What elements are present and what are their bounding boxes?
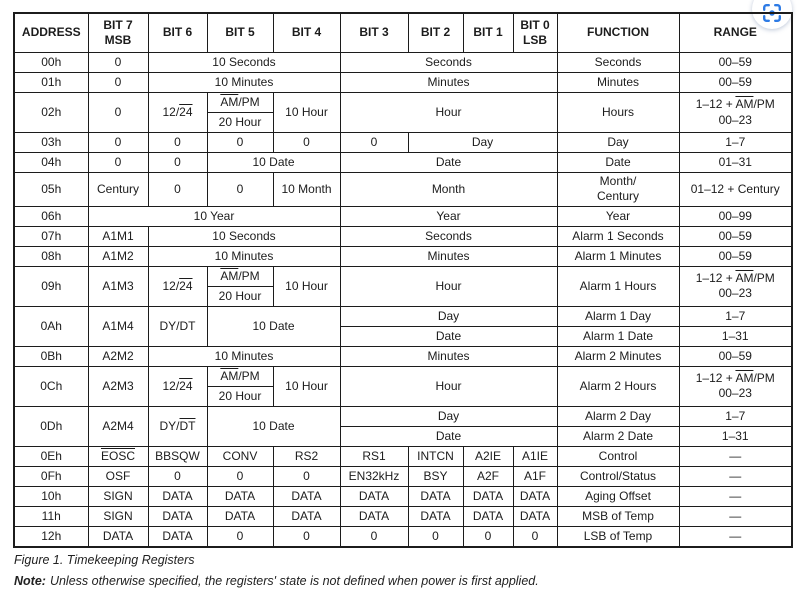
register-cell: A1M1 bbox=[88, 226, 148, 246]
register-cell: 10h bbox=[14, 486, 88, 506]
register-cell: $\overline{AM}/PM$ bbox=[207, 266, 273, 286]
register-cell: 0 bbox=[340, 526, 408, 547]
timekeeping-registers-table bbox=[13, 12, 793, 548]
register-cell: 0 bbox=[88, 53, 148, 73]
register-cell: $\overline{AM}/PM$ bbox=[207, 93, 273, 113]
column-header-range: RANGE bbox=[679, 13, 792, 53]
register-cell: Control bbox=[557, 446, 679, 466]
register-cell: 0Eh bbox=[14, 446, 88, 466]
register-cell: 01h bbox=[14, 73, 88, 93]
register-cell: 00–59 bbox=[679, 346, 792, 366]
figure-caption: Figure 1. Timekeeping Registers bbox=[14, 553, 195, 567]
register-cell: Hour bbox=[340, 93, 557, 133]
table-row bbox=[14, 93, 792, 113]
register-cell: OSF bbox=[88, 466, 148, 486]
register-cell: 0 bbox=[340, 133, 408, 153]
register-cell: A1M4 bbox=[88, 306, 148, 346]
register-cell: DATA bbox=[148, 506, 207, 526]
register-cell: DATA bbox=[340, 506, 408, 526]
register-cell: 06h bbox=[14, 206, 88, 226]
register-cell: Day bbox=[557, 133, 679, 153]
register-cell: 1–31 bbox=[679, 326, 792, 346]
register-cell: 0Fh bbox=[14, 466, 88, 486]
register-cell: Seconds bbox=[340, 53, 557, 73]
register-cell: Date bbox=[340, 153, 557, 173]
register-cell: Date bbox=[340, 426, 557, 446]
register-cell: 09h bbox=[14, 266, 88, 306]
register-cell: Day bbox=[340, 406, 557, 426]
register-cell: 0 bbox=[207, 466, 273, 486]
register-cell: DATA bbox=[463, 486, 513, 506]
register-cell: Aging Offset bbox=[557, 486, 679, 506]
table-row bbox=[14, 346, 792, 366]
column-header-bit-4: BIT 4 bbox=[273, 13, 340, 53]
register-cell: 12h bbox=[14, 526, 88, 547]
column-header-bit-6: BIT 6 bbox=[148, 13, 207, 53]
register-cell: 01–31 bbox=[679, 153, 792, 173]
register-cell: 10 Minutes bbox=[148, 73, 340, 93]
register-cell: 1–31 bbox=[679, 426, 792, 446]
footnote bbox=[14, 574, 539, 588]
table-row bbox=[14, 53, 792, 73]
register-cell: 20 Hour bbox=[207, 113, 273, 133]
register-cell: Control/Status bbox=[557, 466, 679, 486]
register-cell: MSB of Temp bbox=[557, 506, 679, 526]
register-cell: 0 bbox=[88, 133, 148, 153]
register-cell: 1–7 bbox=[679, 306, 792, 326]
register-cell: 00–59 bbox=[679, 53, 792, 73]
register-cell: CONV bbox=[207, 446, 273, 466]
table-row bbox=[14, 506, 792, 526]
register-cell: 0 bbox=[207, 173, 273, 207]
register-cell: 03h bbox=[14, 133, 88, 153]
register-cell: 0 bbox=[148, 173, 207, 207]
register-cell: A1F bbox=[513, 466, 557, 486]
register-cell: EOSC bbox=[88, 446, 148, 466]
register-cell: $1-12 + \overline{AM}/PM$ 00–23 bbox=[679, 266, 792, 306]
register-cell: Alarm 1 Seconds bbox=[557, 226, 679, 246]
register-cell: A2M2 bbox=[88, 346, 148, 366]
register-cell: 20 Hour bbox=[207, 386, 273, 406]
column-header-bit-5: BIT 5 bbox=[207, 13, 273, 53]
register-cell: DATA bbox=[408, 486, 463, 506]
register-cell: RS2 bbox=[273, 446, 340, 466]
register-cell: DATA bbox=[340, 486, 408, 506]
column-header-bit-0-lsb: BIT 0 LSB bbox=[513, 13, 557, 53]
table-row bbox=[14, 406, 792, 426]
column-header-bit-7-msb: BIT 7 MSB bbox=[88, 13, 148, 53]
register-cell: 11h bbox=[14, 506, 88, 526]
register-cell: Alarm 1 Hours bbox=[557, 266, 679, 306]
register-cell: 0 bbox=[408, 526, 463, 547]
register-cell: 20 Hour bbox=[207, 286, 273, 306]
register-cell: 0 bbox=[148, 133, 207, 153]
register-cell: Minutes bbox=[340, 346, 557, 366]
register-cell: RS1 bbox=[340, 446, 408, 466]
register-cell: Alarm 1 Minutes bbox=[557, 246, 679, 266]
register-cell: 10 Date bbox=[207, 406, 340, 446]
register-cell: 02h bbox=[14, 93, 88, 133]
register-cell: Seconds bbox=[557, 53, 679, 73]
register-cell: 12/24 bbox=[148, 366, 207, 406]
register-cell: 0 bbox=[148, 153, 207, 173]
register-cell: 1–7 bbox=[679, 406, 792, 426]
register-cell: 01–12 + Century bbox=[679, 173, 792, 207]
register-cell: 00–59 bbox=[679, 226, 792, 246]
register-cell: 0Ch bbox=[14, 366, 88, 406]
table-row bbox=[14, 526, 792, 547]
register-cell: Century bbox=[88, 173, 148, 207]
table-body bbox=[14, 53, 792, 547]
register-cell: 0 bbox=[463, 526, 513, 547]
table-row bbox=[14, 306, 792, 326]
register-cell: BSY bbox=[408, 466, 463, 486]
register-cell: Minutes bbox=[340, 246, 557, 266]
column-header-bit-1: BIT 1 bbox=[463, 13, 513, 53]
register-cell: 10 Hour bbox=[273, 366, 340, 406]
register-cell: Alarm 2 Hours bbox=[557, 366, 679, 406]
register-cell: 0 bbox=[88, 73, 148, 93]
table-row bbox=[14, 73, 792, 93]
register-cell: DATA bbox=[207, 486, 273, 506]
register-cell: DATA bbox=[513, 506, 557, 526]
register-cell: A1M2 bbox=[88, 246, 148, 266]
register-cell: — bbox=[679, 466, 792, 486]
register-cell: Month bbox=[340, 173, 557, 207]
table-row bbox=[14, 466, 792, 486]
table-row bbox=[14, 153, 792, 173]
register-cell: DATA bbox=[463, 506, 513, 526]
register-cell: — bbox=[679, 506, 792, 526]
register-cell: 08h bbox=[14, 246, 88, 266]
register-cell: DATA bbox=[273, 486, 340, 506]
register-cell: Minutes bbox=[557, 73, 679, 93]
register-cell: A2IE bbox=[463, 446, 513, 466]
register-cell: Seconds bbox=[340, 226, 557, 246]
column-header-bit-2: BIT 2 bbox=[408, 13, 463, 53]
table-row bbox=[14, 366, 792, 386]
footnote-label: Note: bbox=[14, 574, 46, 588]
register-cell: 04h bbox=[14, 153, 88, 173]
register-cell: A2F bbox=[463, 466, 513, 486]
register-cell: EN32kHz bbox=[340, 466, 408, 486]
register-cell: $DY/\overline{DT}$ bbox=[148, 406, 207, 446]
register-cell: SIGN bbox=[88, 506, 148, 526]
register-cell: — bbox=[679, 526, 792, 547]
register-cell: 0 bbox=[273, 526, 340, 547]
column-header-function: FUNCTION bbox=[557, 13, 679, 53]
register-cell: 05h bbox=[14, 173, 88, 207]
register-cell: DY/DT bbox=[148, 306, 207, 346]
register-cell: — bbox=[679, 446, 792, 466]
table-row bbox=[14, 226, 792, 246]
register-cell: 10 Date bbox=[207, 153, 340, 173]
column-header-address: ADDRESS bbox=[14, 13, 88, 53]
register-cell: 10 Hour bbox=[273, 93, 340, 133]
table-row bbox=[14, 266, 792, 286]
register-cell: SIGN bbox=[88, 486, 148, 506]
register-cell: 10 Minutes bbox=[148, 246, 340, 266]
register-cell: A2M3 bbox=[88, 366, 148, 406]
register-cell: 0 bbox=[88, 93, 148, 133]
register-cell: DATA bbox=[273, 506, 340, 526]
register-cell: Year bbox=[340, 206, 557, 226]
register-cell: DATA bbox=[148, 526, 207, 547]
register-cell: BBSQW bbox=[148, 446, 207, 466]
register-cell: 10 Seconds bbox=[148, 53, 340, 73]
register-cell: 00–59 bbox=[679, 246, 792, 266]
register-cell: 12/24 bbox=[148, 93, 207, 133]
register-cell: 0 bbox=[88, 153, 148, 173]
register-cell: Day bbox=[408, 133, 557, 153]
register-cell: 1–7 bbox=[679, 133, 792, 153]
register-cell: 10 Date bbox=[207, 306, 340, 346]
table-row bbox=[14, 133, 792, 153]
register-cell: Hours bbox=[557, 93, 679, 133]
table-header bbox=[14, 13, 792, 53]
register-cell: 10 Seconds bbox=[148, 226, 340, 246]
register-cell: Date bbox=[340, 326, 557, 346]
register-cell: $\overline{AM}/PM$ bbox=[207, 366, 273, 386]
register-cell: 10 Hour bbox=[273, 266, 340, 306]
register-cell: A1IE bbox=[513, 446, 557, 466]
column-header-bit-3: BIT 3 bbox=[340, 13, 408, 53]
register-cell: Alarm 1 Date bbox=[557, 326, 679, 346]
register-cell: 0 bbox=[207, 526, 273, 547]
footnote-text: Unless otherwise specified, the registers' state is not defined when power is first applied. bbox=[49, 574, 539, 588]
register-cell: Alarm 1 Day bbox=[557, 306, 679, 326]
table-row bbox=[14, 246, 792, 266]
register-cell: DATA bbox=[408, 506, 463, 526]
register-cell: 0Dh bbox=[14, 406, 88, 446]
header-row bbox=[14, 13, 792, 53]
register-cell: DATA bbox=[207, 506, 273, 526]
register-cell: Day bbox=[340, 306, 557, 326]
register-cell: 0 bbox=[513, 526, 557, 547]
table-row bbox=[14, 173, 792, 207]
register-cell: 10 Minutes bbox=[148, 346, 340, 366]
register-cell: 10 Year bbox=[88, 206, 340, 226]
register-cell: 00h bbox=[14, 53, 88, 73]
register-cell: Hour bbox=[340, 266, 557, 306]
register-cell: 0 bbox=[148, 466, 207, 486]
register-cell: DATA bbox=[513, 486, 557, 506]
register-cell: 0Bh bbox=[14, 346, 88, 366]
register-cell: 12/24 bbox=[148, 266, 207, 306]
register-cell: 10 Month bbox=[273, 173, 340, 207]
register-cell: 00–99 bbox=[679, 206, 792, 226]
register-cell: DATA bbox=[148, 486, 207, 506]
register-cell: Month/ Century bbox=[557, 173, 679, 207]
register-cell: DATA bbox=[88, 526, 148, 547]
register-cell: 00–59 bbox=[679, 73, 792, 93]
register-cell: 0 bbox=[273, 133, 340, 153]
register-cell: Alarm 2 Date bbox=[557, 426, 679, 446]
register-cell: Alarm 2 Day bbox=[557, 406, 679, 426]
register-cell: 07h bbox=[14, 226, 88, 246]
table-row bbox=[14, 446, 792, 466]
register-cell: 0Ah bbox=[14, 306, 88, 346]
register-cell: Alarm 2 Minutes bbox=[557, 346, 679, 366]
register-cell: A2M4 bbox=[88, 406, 148, 446]
register-cell: Minutes bbox=[340, 73, 557, 93]
register-cell: — bbox=[679, 486, 792, 506]
register-cell: $1-12 + \overline{AM}/PM$ 00–23 bbox=[679, 366, 792, 406]
register-cell: $1-12 + \overline{AM}/PM$ 00–23 bbox=[679, 93, 792, 133]
table-row bbox=[14, 206, 792, 226]
register-cell: A1M3 bbox=[88, 266, 148, 306]
register-cell: Hour bbox=[340, 366, 557, 406]
register-cell: 0 bbox=[273, 466, 340, 486]
register-cell: Date bbox=[557, 153, 679, 173]
register-cell: LSB of Temp bbox=[557, 526, 679, 547]
register-cell: 0 bbox=[207, 133, 273, 153]
register-cell: INTCN bbox=[408, 446, 463, 466]
table-row bbox=[14, 486, 792, 506]
register-cell: Year bbox=[557, 206, 679, 226]
